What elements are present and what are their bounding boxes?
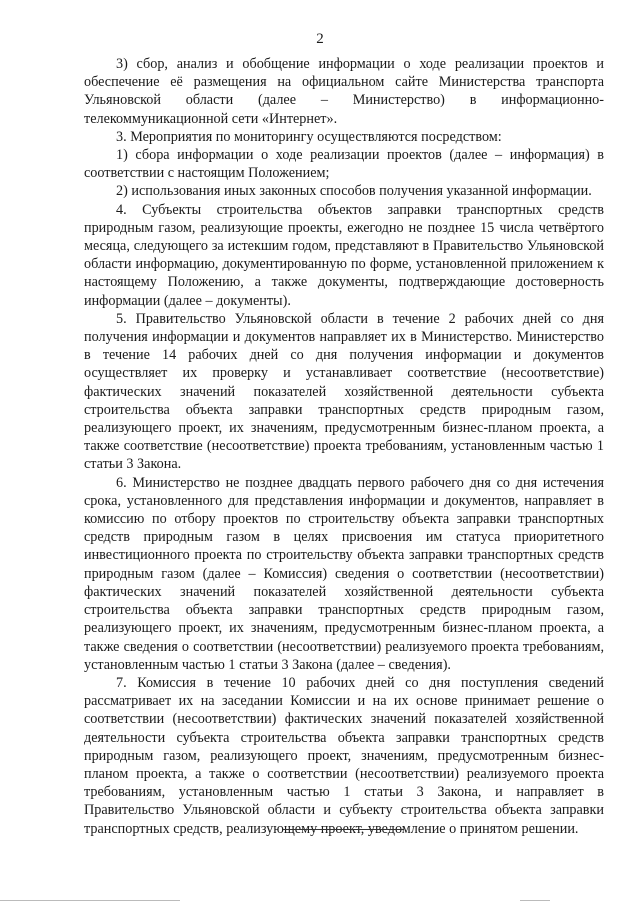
paragraph-4: 4. Субъекты строительства объектов заправки транспортных средств природным газом, реализующие проекты, ежегодно не позднее 15 числа четвёртого месяца, следующего за истекшим годом, представляют в Правительство Ульяновской области информацию, документированную по форме, установленной приложением к настоящему Положению, а также документы, подтверждающие достоверность информации (далее – документы). — [84, 201, 604, 309]
end-separator-line — [283, 829, 404, 830]
paragraph-3-monitoring-measures: 3. Мероприятия по мониторингу осуществляются посредством: — [116, 128, 502, 145]
page-number: 2 — [316, 31, 324, 47]
paragraph-5: 5. Правительство Ульяновской области в течение 2 рабочих дней со дня получения информации и документов направляет их в Министерство. Министерство в течение 14 рабочих дней со дня получения информации и документов осуществляет их проверку и устанавливает соответствие (несоответствие) фактических значений показателей хозяйственной деятельности субъекта строительства объекта заправки транспортных средств природным газом, реализующего проект, их значениям, предусмотренным бизнес-планом проекта, а также соответствие (несоответствие) проекта требованиям, установленным частью 1 статьи 3 Закона. — [84, 310, 604, 473]
paragraph-subitem-1: 1) сбора информации о ходе реализации проектов (далее – информация) в соответствии с настоящим Положением; — [84, 147, 604, 182]
paragraph-7: 7. Комиссия в течение 10 рабочих дней со дня поступления сведений рассматривает их на заседании Комиссии и на их основе принимает решение о соответствии (несоответствии) фактических значений показателей хозяйственной деятельности субъекта строительства объекта заправки транспортных средств природным газом, реализующего проект, значениям, предусмотренным бизнес-планом проекта, а также о соответствии (несоответствии) реализуемого проекта требованиям, установленным частью 1 статьи 3 Закона, и направляет в Правительство Ульяновской области и субъекту строительства объекта заправки транспортных средств, реализующему проект, уведомление о принятом решении. — [84, 674, 604, 837]
scan-artifact-line — [0, 900, 180, 901]
scan-artifact-mark — [520, 900, 550, 901]
paragraph-item-3-collection: 3) сбор, анализ и обобщение информации о ходе реализации проектов и обеспечение её размещения на официальном сайте Министерства транспорта Ульяновской области (далее – Министерство) в информационно-телекоммуникационной сети «Интернет». — [84, 56, 604, 127]
document-body — [84, 55, 604, 838]
paragraph-subitem-2: 2) использования иных законных способов получения указанной информации. — [116, 183, 592, 200]
paragraph-6: 6. Министерство не позднее двадцать первого рабочего дня со дня истечения срока, установленного для представления информации и документов, направляет в комиссию по отбору проектов по строительству объекта заправки транспортных средств природным газом в целях присвоения им статуса приоритетного инвестиционного проекта по строительству объекта заправки транспортных средств природным газом (далее – Комиссия) сведения о соответствии (несоответствии) фактических значений показателей хозяйственной деятельности субъекта строительства объекта заправки транспортных средств природным газом, реализующего проект, их значениям, предусмотренным бизнес-планом проекта, а также сведения о соответствии (несоответствии) реализуемого проекта требованиям, установленным частью 1 статьи 3 Закона (далее – сведения). — [84, 474, 604, 673]
